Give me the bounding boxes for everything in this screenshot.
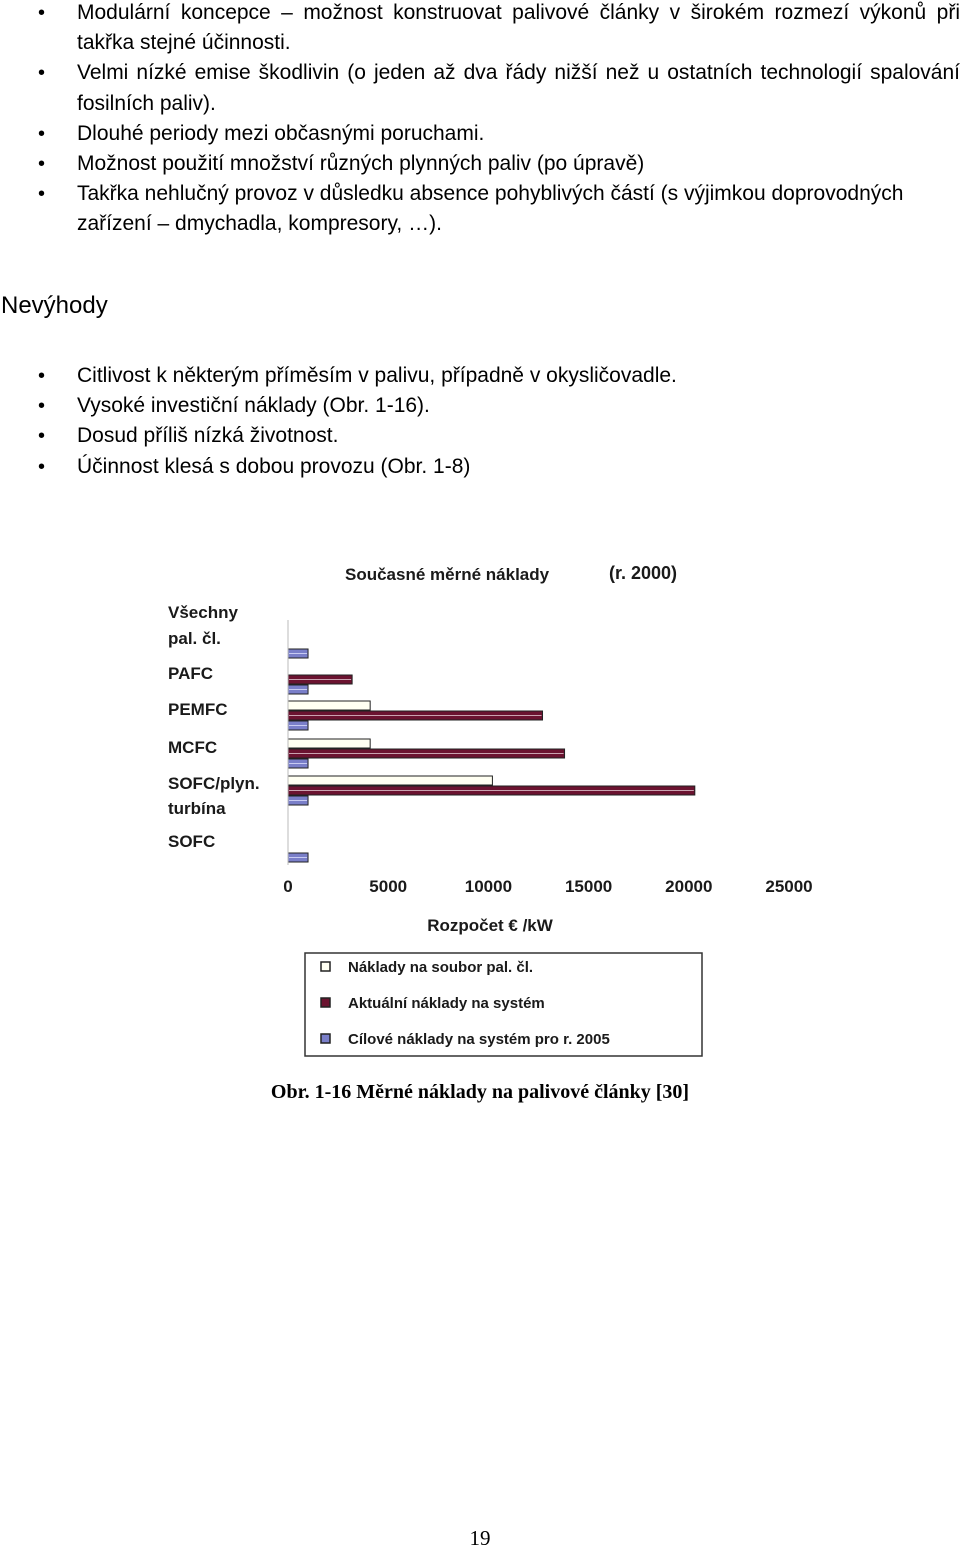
x-tick-label: 20000	[665, 877, 713, 896]
list-item	[0, 149, 960, 179]
list-item	[0, 391, 960, 421]
list-item	[0, 0, 960, 58]
advantages-list	[0, 0, 960, 240]
category-label: PEMFC	[168, 700, 228, 719]
list-item	[0, 58, 960, 118]
cost-chart	[137, 540, 827, 1070]
legend-label: Náklady na soubor pal. čl.	[348, 959, 534, 976]
bullet-icon: •	[38, 122, 46, 145]
x-tick-label: 15000	[564, 877, 613, 896]
list-item-text: Možnost použití množství různých plynných paliv (po úpravě)	[77, 152, 645, 176]
page-number: 19	[469, 1526, 491, 1550]
bullet-icon: •	[38, 62, 46, 85]
chart-title-suffix: (r. 2000)	[609, 563, 678, 583]
x-tick-label: 5000	[369, 877, 408, 896]
list-item	[0, 361, 960, 391]
bullet-icon: •	[38, 425, 46, 448]
list-item-text: Dlouhé periody mezi občasnými poruchami.	[77, 121, 485, 145]
list-item	[0, 452, 960, 482]
bullet-icon: •	[38, 2, 46, 24]
category-label: pal. čl.	[168, 629, 221, 648]
category-label: MCFC	[168, 738, 218, 757]
cost-bar-chart	[137, 540, 827, 1070]
legend-swatch-1	[321, 962, 330, 971]
bullet-icon: •	[38, 395, 46, 418]
list-item-text: Velmi nízké emise škodlivin (o jeden až dva řády nižší než u ostatních technologií spalování fosilních paliv).	[77, 61, 960, 115]
category-label: SOFC	[168, 832, 216, 851]
bar-1	[288, 701, 370, 710]
list-item	[0, 179, 960, 239]
list-item-text: Účinnost klesá s dobou provozu (Obr. 1-8)	[77, 454, 471, 478]
bullet-icon: •	[38, 153, 46, 176]
list-item-text: Citlivost k některým příměsím v palivu, případně v okysličovadle.	[77, 364, 677, 387]
category-label: turbína	[168, 799, 226, 818]
bar-1	[288, 776, 492, 785]
bullet-icon: •	[38, 455, 46, 478]
legend-swatch-3	[321, 1034, 330, 1043]
bar-1	[288, 739, 370, 748]
list-item-text: Dosud příliš nízká životnost.	[77, 424, 339, 448]
legend-label: Aktuální náklady na systém	[348, 995, 545, 1012]
x-tick-label: 0	[283, 877, 293, 896]
x-tick-label: 10000	[464, 877, 513, 896]
bullet-icon: •	[38, 183, 46, 206]
x-tick-label: 25000	[765, 877, 813, 896]
list-item-text: Takřka nehlučný provoz v důsledku absence pohyblivých částí (s výjimkou doprovodných zařízení – dmychadla, kompresory, …).	[77, 182, 904, 236]
chart-title: Současné měrné náklady	[345, 565, 550, 584]
category-label: PAFC	[168, 664, 214, 683]
list-item-text: Modulární koncepce – možnost konstruovat palivové články v širokém rozmezí výkonů při takřka stejné účinnosti.	[77, 1, 960, 55]
legend-label: Cílové náklady na systém pro r. 2005	[348, 1031, 610, 1048]
list-item	[0, 119, 960, 149]
figure-caption: Obr. 1-16 Měrné náklady na palivové články [30]	[270, 1081, 690, 1103]
category-label: Všechny	[168, 603, 238, 622]
bullet-icon: •	[38, 365, 46, 387]
list-item	[0, 421, 960, 451]
x-axis-label: Rozpočet € /kW	[427, 916, 553, 935]
disadvantages-list	[0, 361, 960, 482]
category-label: SOFC/plyn.	[168, 774, 260, 793]
section-heading-disadvantages: Nevýhody	[1, 292, 108, 319]
legend-swatch-2	[321, 998, 330, 1007]
list-item-text: Vysoké investiční náklady (Obr. 1-16).	[77, 394, 430, 418]
